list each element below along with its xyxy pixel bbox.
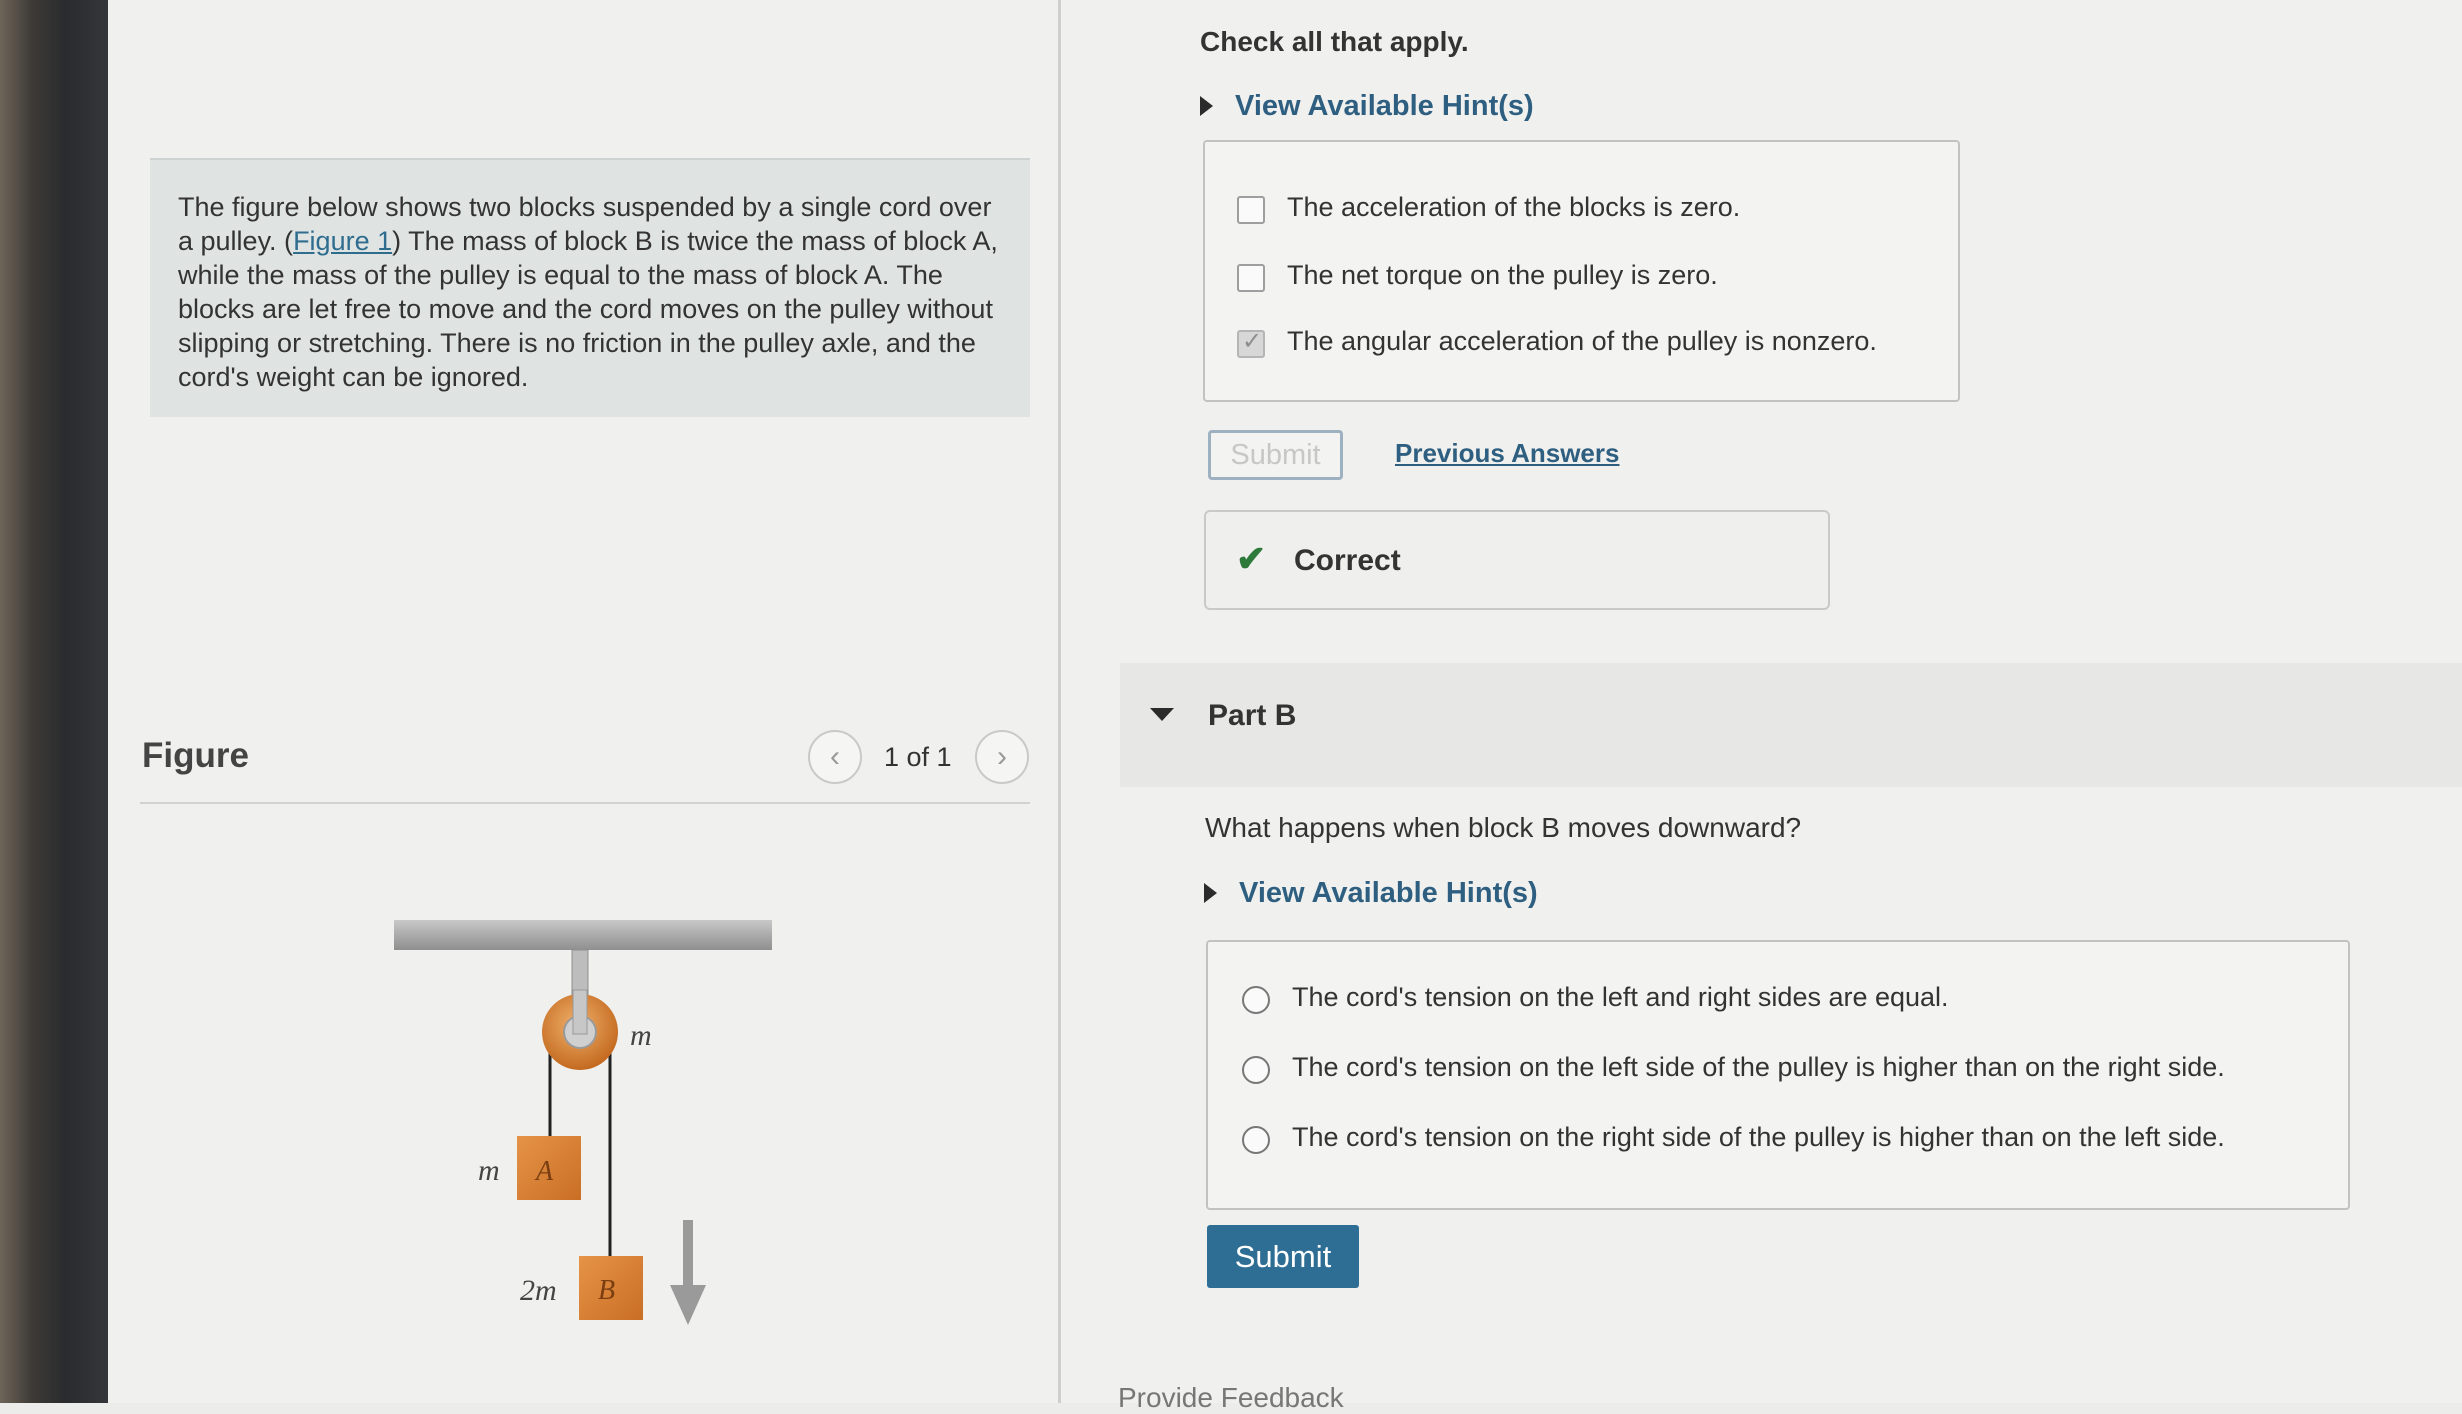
part-b-title: Part B [1208, 699, 1297, 732]
checkmark-icon: ✔ [1236, 538, 1267, 579]
block-b-mass-label: 2m [520, 1274, 557, 1307]
figure-page-indicator: 1 of 1 [884, 742, 952, 772]
block-b-letter: B [598, 1275, 616, 1306]
chevron-left-icon: ‹ [830, 740, 840, 773]
part-b-submit-button[interactable]: Submit [1207, 1225, 1359, 1288]
part-b-question: What happens when block B moves downward? [1205, 812, 1802, 843]
caret-right-icon [1200, 96, 1213, 116]
radio-option-1-label[interactable]: The cord's tension on the left and right sides are equal. [1292, 982, 1949, 1012]
problem-text-start: The figure below shows two blocks suspended by a single cord over a pulley. ( [178, 192, 992, 256]
problem-text-rest: ) The mass of block B is twice the mass of block A, while the mass of the pulley is equal to the mass of block A. The blocks are let free to move and the cord moves on the pulley without slipping or stretching. There is no friction in the pulley axle, and the cord's weight can be ignored. [178, 226, 998, 392]
part-b-hint-toggle[interactable] [1204, 877, 1538, 910]
problem-text [178, 190, 1008, 394]
radio-option-1[interactable] [1242, 986, 1270, 1014]
ceiling [394, 920, 772, 950]
radio-option-2[interactable] [1242, 1056, 1270, 1084]
problem-statement [150, 158, 1030, 417]
part-b-header[interactable] [1120, 663, 2462, 787]
block-a-mass-label: m [478, 1154, 500, 1187]
next-figure-button[interactable] [975, 730, 1029, 784]
part-b-hint-label: View Available Hint(s) [1239, 877, 1538, 909]
chevron-right-icon: › [997, 740, 1007, 773]
radio-option-3[interactable] [1242, 1126, 1270, 1154]
pulley-axle-top [573, 990, 587, 1034]
part-a-instruction: Check all that apply. [1200, 26, 1469, 57]
figure-link[interactable]: Figure 1 [293, 226, 393, 256]
result-feedback [1204, 510, 1830, 610]
block-a-letter: A [536, 1156, 554, 1187]
part-a-submit-button[interactable]: Submit [1208, 430, 1343, 480]
previous-figure-button[interactable] [808, 730, 862, 784]
part-a-options [1203, 140, 1960, 402]
option-2-label[interactable]: The net torque on the pulley is zero. [1287, 260, 1718, 290]
option-1-label[interactable]: The acceleration of the blocks is zero. [1287, 192, 1741, 222]
part-b-options [1206, 940, 2350, 1210]
radio-option-3-label[interactable]: The cord's tension on the right side of the pulley is higher than on the left side. [1292, 1122, 2225, 1152]
pulley-figure [380, 900, 800, 1340]
checkbox-option-1[interactable] [1237, 196, 1265, 224]
caret-right-icon [1204, 883, 1217, 903]
previous-answers-link[interactable]: Previous Answers [1395, 438, 1620, 468]
caret-down-icon [1150, 708, 1174, 721]
result-label: Correct [1294, 544, 1401, 577]
pulley-mass-label: m [630, 1019, 652, 1052]
figure-heading: Figure [142, 736, 249, 775]
figure-divider [140, 802, 1030, 804]
radio-option-2-label[interactable]: The cord's tension on the left side of the pulley is higher than on the right side. [1292, 1052, 2225, 1082]
part-a-hint-label: View Available Hint(s) [1235, 90, 1534, 122]
part-a-hint-toggle[interactable] [1200, 90, 1534, 123]
checkbox-option-2[interactable] [1237, 264, 1265, 292]
screen-bezel [0, 0, 108, 1403]
option-3-label[interactable]: The angular acceleration of the pulley is nonzero. [1287, 326, 1877, 356]
checkbox-option-3[interactable] [1237, 330, 1265, 358]
provide-feedback-link[interactable]: Provide Feedback [1118, 1382, 1344, 1413]
down-arrow-icon [670, 1220, 706, 1325]
